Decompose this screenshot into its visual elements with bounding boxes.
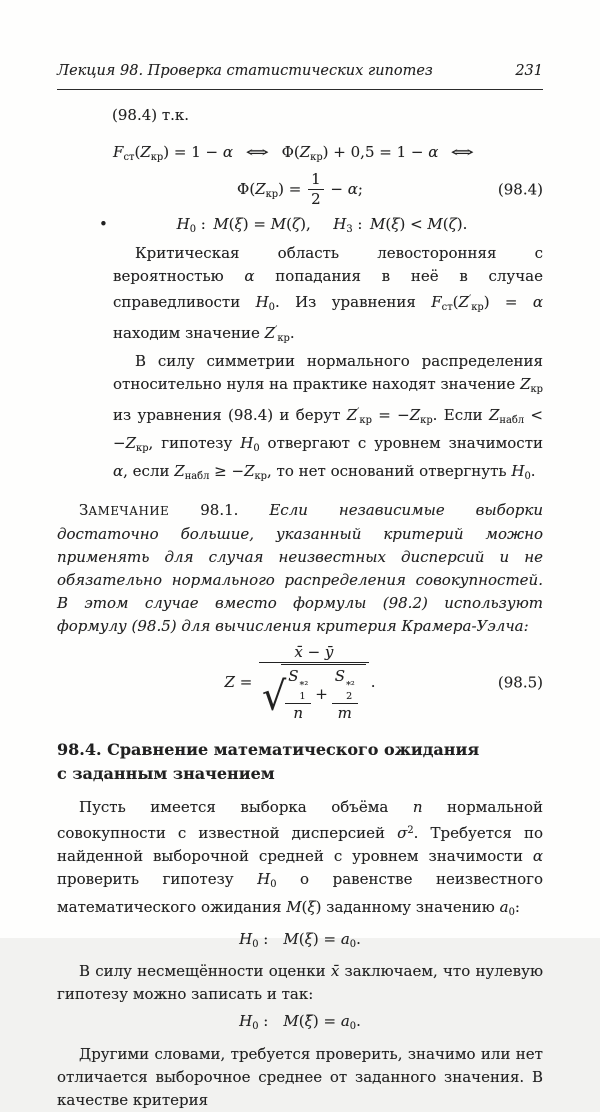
text-run: H bbox=[239, 1012, 253, 1031]
text-run: n bbox=[412, 798, 423, 816]
text-run: M bbox=[283, 1012, 299, 1031]
text-run: кр bbox=[310, 152, 323, 164]
text-run: ζ bbox=[291, 214, 301, 233]
text-run: 0 bbox=[349, 1021, 357, 1033]
text-run: . Из уравнения bbox=[274, 292, 432, 311]
text-run: Z bbox=[488, 406, 500, 425]
text-run: ( bbox=[228, 214, 235, 233]
text-run: Z bbox=[125, 434, 137, 453]
text-run: M bbox=[427, 214, 443, 233]
text-run: 0 bbox=[189, 223, 196, 235]
text-run: Φ( bbox=[237, 179, 256, 198]
formula-ref-line: (98.4) т.к. bbox=[112, 106, 190, 124]
text-run: набл bbox=[499, 415, 525, 427]
text-run: α bbox=[113, 462, 124, 481]
text-run: 0 bbox=[524, 471, 531, 483]
section-heading-line1: 98.4. Сравнение математического ожидания bbox=[57, 740, 480, 759]
text-run: H bbox=[239, 930, 253, 949]
text-run: Z bbox=[264, 323, 276, 342]
text-run: кр bbox=[150, 152, 164, 164]
text-run: Z bbox=[255, 179, 266, 198]
fraction-s2 bbox=[332, 668, 358, 722]
text-run: , если bbox=[123, 462, 175, 481]
text-run: 0 bbox=[253, 443, 260, 455]
s2-denominator: m bbox=[332, 703, 358, 722]
text-run: σ bbox=[397, 823, 408, 842]
text-run: 2 bbox=[407, 825, 414, 836]
text-run: ). bbox=[456, 214, 468, 233]
s1-numerator bbox=[285, 668, 311, 703]
critical-region-block bbox=[113, 242, 543, 489]
text-run: ξ bbox=[391, 214, 400, 233]
text-run: . bbox=[530, 462, 536, 481]
text-run: Z bbox=[244, 462, 255, 481]
text-run: : bbox=[352, 214, 370, 233]
text-run: ξ bbox=[234, 214, 243, 233]
main-fraction bbox=[259, 644, 369, 723]
text-run: = bbox=[234, 673, 258, 692]
text-run: ξ bbox=[307, 898, 316, 917]
text-run: H bbox=[333, 214, 347, 233]
text-run: ) = bbox=[278, 179, 307, 198]
text-run: ст bbox=[123, 152, 135, 164]
text-run: a bbox=[340, 1012, 350, 1031]
text-run: В силу несмещённости оценки bbox=[79, 962, 331, 981]
formula-98-4-body bbox=[237, 170, 363, 209]
text-run: 0 bbox=[252, 1021, 259, 1033]
text-run: M bbox=[213, 214, 229, 233]
text-run: ≥ − bbox=[209, 462, 245, 481]
text-run: . bbox=[356, 1012, 361, 1031]
text-run: , гипотезу bbox=[148, 434, 241, 453]
text-run: кр bbox=[530, 384, 543, 396]
text-run: кр bbox=[254, 471, 267, 483]
text-run: . bbox=[356, 930, 361, 949]
text-run: ( bbox=[134, 143, 141, 161]
text-run: . bbox=[289, 323, 295, 342]
formula-lhs bbox=[237, 179, 307, 201]
text-run: Пусть имеется выборка объёма bbox=[79, 798, 413, 816]
text-run: α bbox=[347, 179, 358, 198]
text-run: F bbox=[431, 292, 442, 311]
text-run: набл bbox=[184, 471, 210, 483]
text-run: 3 bbox=[346, 223, 353, 235]
text-run: ( bbox=[452, 292, 459, 311]
text-run: АМЕЧАНИЕ bbox=[88, 503, 170, 518]
text-run: Z bbox=[409, 406, 421, 425]
radical-sign: √ bbox=[262, 672, 287, 719]
text-run: ζ bbox=[448, 214, 457, 233]
s2-scripts bbox=[346, 681, 355, 702]
text-run: ( bbox=[286, 214, 292, 233]
text-run: ) = bbox=[242, 214, 271, 233]
text-run: из уравнения (98.4) и берут bbox=[113, 406, 347, 425]
plus-operator: + bbox=[315, 685, 328, 704]
text-run: ( bbox=[298, 1012, 305, 1031]
text-run: : bbox=[514, 898, 520, 917]
text-run: H bbox=[257, 869, 271, 888]
text-run: ( bbox=[301, 898, 308, 917]
text-run: ; bbox=[357, 179, 363, 198]
text-run: = − bbox=[371, 406, 410, 425]
formula-chain bbox=[57, 141, 543, 169]
section-heading-98-4 bbox=[57, 738, 543, 786]
s1-denominator: n bbox=[285, 703, 311, 722]
text-run: Z bbox=[299, 143, 311, 161]
fraction-one-half bbox=[308, 171, 324, 209]
fraction-numerator: 1 bbox=[311, 170, 321, 189]
text-run: Другими словами, требуется проверить, значимо или нет отличается выборочное среднее от заданного значения. В качестве критерия bbox=[57, 1044, 543, 1109]
text-run: Z bbox=[458, 292, 469, 311]
text-run: проверить гипотезу bbox=[57, 869, 258, 888]
text-run: x̄ bbox=[330, 962, 340, 981]
text-run: Z bbox=[520, 375, 531, 393]
text-run: В силу симметрии нормального распределения относительно нуля на практике находят значение bbox=[113, 352, 543, 393]
text-run: 98.1. bbox=[169, 500, 270, 519]
text-run: ( bbox=[442, 214, 449, 233]
text-run: З bbox=[79, 500, 89, 519]
running-title: Лекция 98. Проверка статистических гипотез bbox=[57, 63, 433, 79]
paragraph-setup bbox=[57, 796, 543, 924]
text-run: Если независимые выборки достаточно большие, указанный критерий можно применять для случая неизвестных дисперсий и не обязательно нормального распределения совокупностей. В этом случае вместо формулы (98.2) используют формулу (98.5) для вычисления критерия Крамера-Уэлча: bbox=[57, 500, 543, 635]
formula-rhs bbox=[326, 180, 363, 198]
text-run: , то нет оснований отвергнуть bbox=[267, 462, 512, 481]
text-run: кр bbox=[136, 443, 149, 455]
text-run: заключаем, что нулевую гипотезу можно записать и так: bbox=[57, 962, 544, 1004]
paragraph-unbiased bbox=[57, 960, 543, 1006]
formula-lhs bbox=[225, 673, 258, 691]
text-run: 0 bbox=[270, 879, 277, 891]
formula-h0-xi bbox=[57, 928, 543, 956]
page-header bbox=[57, 60, 543, 90]
text-run: ) = bbox=[312, 930, 341, 949]
text-run: кр bbox=[359, 415, 372, 427]
hypotheses-formula bbox=[115, 213, 543, 241]
text-run: находим значение bbox=[113, 323, 265, 342]
text-run: . Требуется по найденной выборочной средней с уровнем значимости bbox=[57, 823, 543, 865]
text-run: a bbox=[340, 930, 350, 949]
text-run: 0 bbox=[349, 939, 357, 951]
equation-number: (98.5) bbox=[497, 673, 543, 692]
text-run: попадания в неё в случае справедливости bbox=[113, 266, 543, 311]
paragraph-critical-region bbox=[113, 242, 543, 350]
text-run: α bbox=[222, 143, 233, 161]
text-run: кр bbox=[277, 333, 290, 344]
text-run: ′ bbox=[468, 293, 472, 305]
fraction-denominator: 2 bbox=[308, 189, 324, 208]
text-run: ) bbox=[315, 898, 322, 917]
fraction-denominator bbox=[259, 662, 369, 723]
text-run: нормальной совокупности с известной дисперсией bbox=[57, 798, 544, 842]
text-run: F bbox=[113, 143, 124, 161]
text-run: кр bbox=[471, 301, 484, 313]
text-run: Z bbox=[224, 673, 235, 692]
hypotheses-item bbox=[57, 213, 543, 241]
text-run: ′ bbox=[357, 407, 360, 419]
fraction-numerator: x̄ − ȳ bbox=[294, 642, 334, 661]
text-run: M bbox=[270, 214, 287, 233]
text-run: α bbox=[532, 292, 544, 311]
text-run: заданному значению bbox=[321, 898, 500, 917]
text-run: Критическая область левосторонняя с вероятностью bbox=[113, 243, 543, 285]
text-run: α bbox=[532, 846, 543, 865]
text-run: ), bbox=[300, 214, 311, 233]
text-run: кр bbox=[420, 415, 433, 427]
text-run: H bbox=[255, 292, 269, 311]
text-run: 0 bbox=[268, 301, 275, 313]
paragraph-symmetry bbox=[113, 350, 543, 489]
page-number: 231 bbox=[515, 63, 543, 79]
text-run: 0 bbox=[252, 939, 259, 951]
s2-superscript: *² bbox=[346, 679, 355, 691]
s1-subscript: 1 bbox=[299, 691, 306, 703]
text-run: ) + 0,5 = 1 − bbox=[322, 143, 429, 161]
text-run: : bbox=[195, 214, 214, 233]
text-run: ( bbox=[385, 214, 392, 233]
radicand bbox=[281, 664, 365, 723]
text-run: ξ bbox=[304, 930, 313, 949]
text-run: < − bbox=[113, 406, 543, 453]
s2-subscript: 2 bbox=[346, 691, 353, 703]
s1-superscript: *² bbox=[299, 679, 309, 691]
text-run: ) = bbox=[312, 1012, 341, 1031]
section-heading-line2: с заданным значением bbox=[57, 764, 275, 783]
text-run: ) < bbox=[399, 214, 428, 233]
text-run: H bbox=[176, 214, 190, 233]
text-run: Z bbox=[140, 143, 151, 161]
text-run: кр bbox=[265, 189, 279, 201]
text-run: Φ( bbox=[281, 143, 300, 161]
paragraph-in-other-words bbox=[57, 1043, 543, 1112]
formula-98-5-body bbox=[224, 642, 376, 722]
s1-base: S bbox=[288, 666, 299, 685]
text-run: отвергают с уровнем значимости bbox=[259, 434, 544, 453]
text-run: ξ̄ bbox=[304, 1012, 313, 1031]
text-run: ст bbox=[441, 301, 453, 313]
text-run: ⇔ bbox=[245, 143, 270, 161]
text-run: a bbox=[499, 898, 509, 917]
text-run: M bbox=[286, 898, 302, 917]
formula-period: . bbox=[370, 673, 376, 692]
formula-h0-xi-bar bbox=[57, 1010, 543, 1038]
text-run: ⇔ bbox=[450, 143, 475, 161]
text-run: H bbox=[511, 462, 525, 481]
text-run: ) = bbox=[483, 292, 533, 311]
text-run: 0 bbox=[508, 907, 515, 919]
s2-numerator bbox=[332, 668, 358, 703]
text-run: о равенстве неизвестного математического ожидания bbox=[57, 869, 544, 917]
equation-number: (98.4) bbox=[497, 180, 543, 199]
remark-98-1 bbox=[57, 499, 543, 638]
fraction-s1 bbox=[285, 668, 311, 722]
s2-base: S bbox=[334, 666, 346, 685]
s1-scripts bbox=[300, 681, 309, 702]
text-run: Z bbox=[174, 462, 185, 481]
square-root bbox=[262, 664, 366, 723]
text-run: α bbox=[244, 266, 255, 285]
text-run: ′ bbox=[275, 324, 278, 336]
text-run: − bbox=[325, 179, 348, 198]
text-run: : bbox=[258, 1012, 284, 1031]
formula-98-5 bbox=[57, 644, 543, 723]
text-run: ) = 1 − bbox=[163, 143, 223, 161]
text-run: M bbox=[283, 930, 299, 949]
text-run: α bbox=[428, 143, 439, 161]
text-run: ( bbox=[298, 930, 305, 949]
bullet-marker-icon: • bbox=[99, 214, 108, 233]
text-run: H bbox=[240, 434, 254, 453]
formula-98-4 bbox=[57, 171, 543, 209]
text-run bbox=[311, 215, 334, 233]
text-run: : bbox=[258, 930, 284, 949]
text-run: Z bbox=[346, 406, 358, 425]
text-run: M bbox=[369, 214, 386, 233]
text-run: . Если bbox=[432, 406, 489, 425]
